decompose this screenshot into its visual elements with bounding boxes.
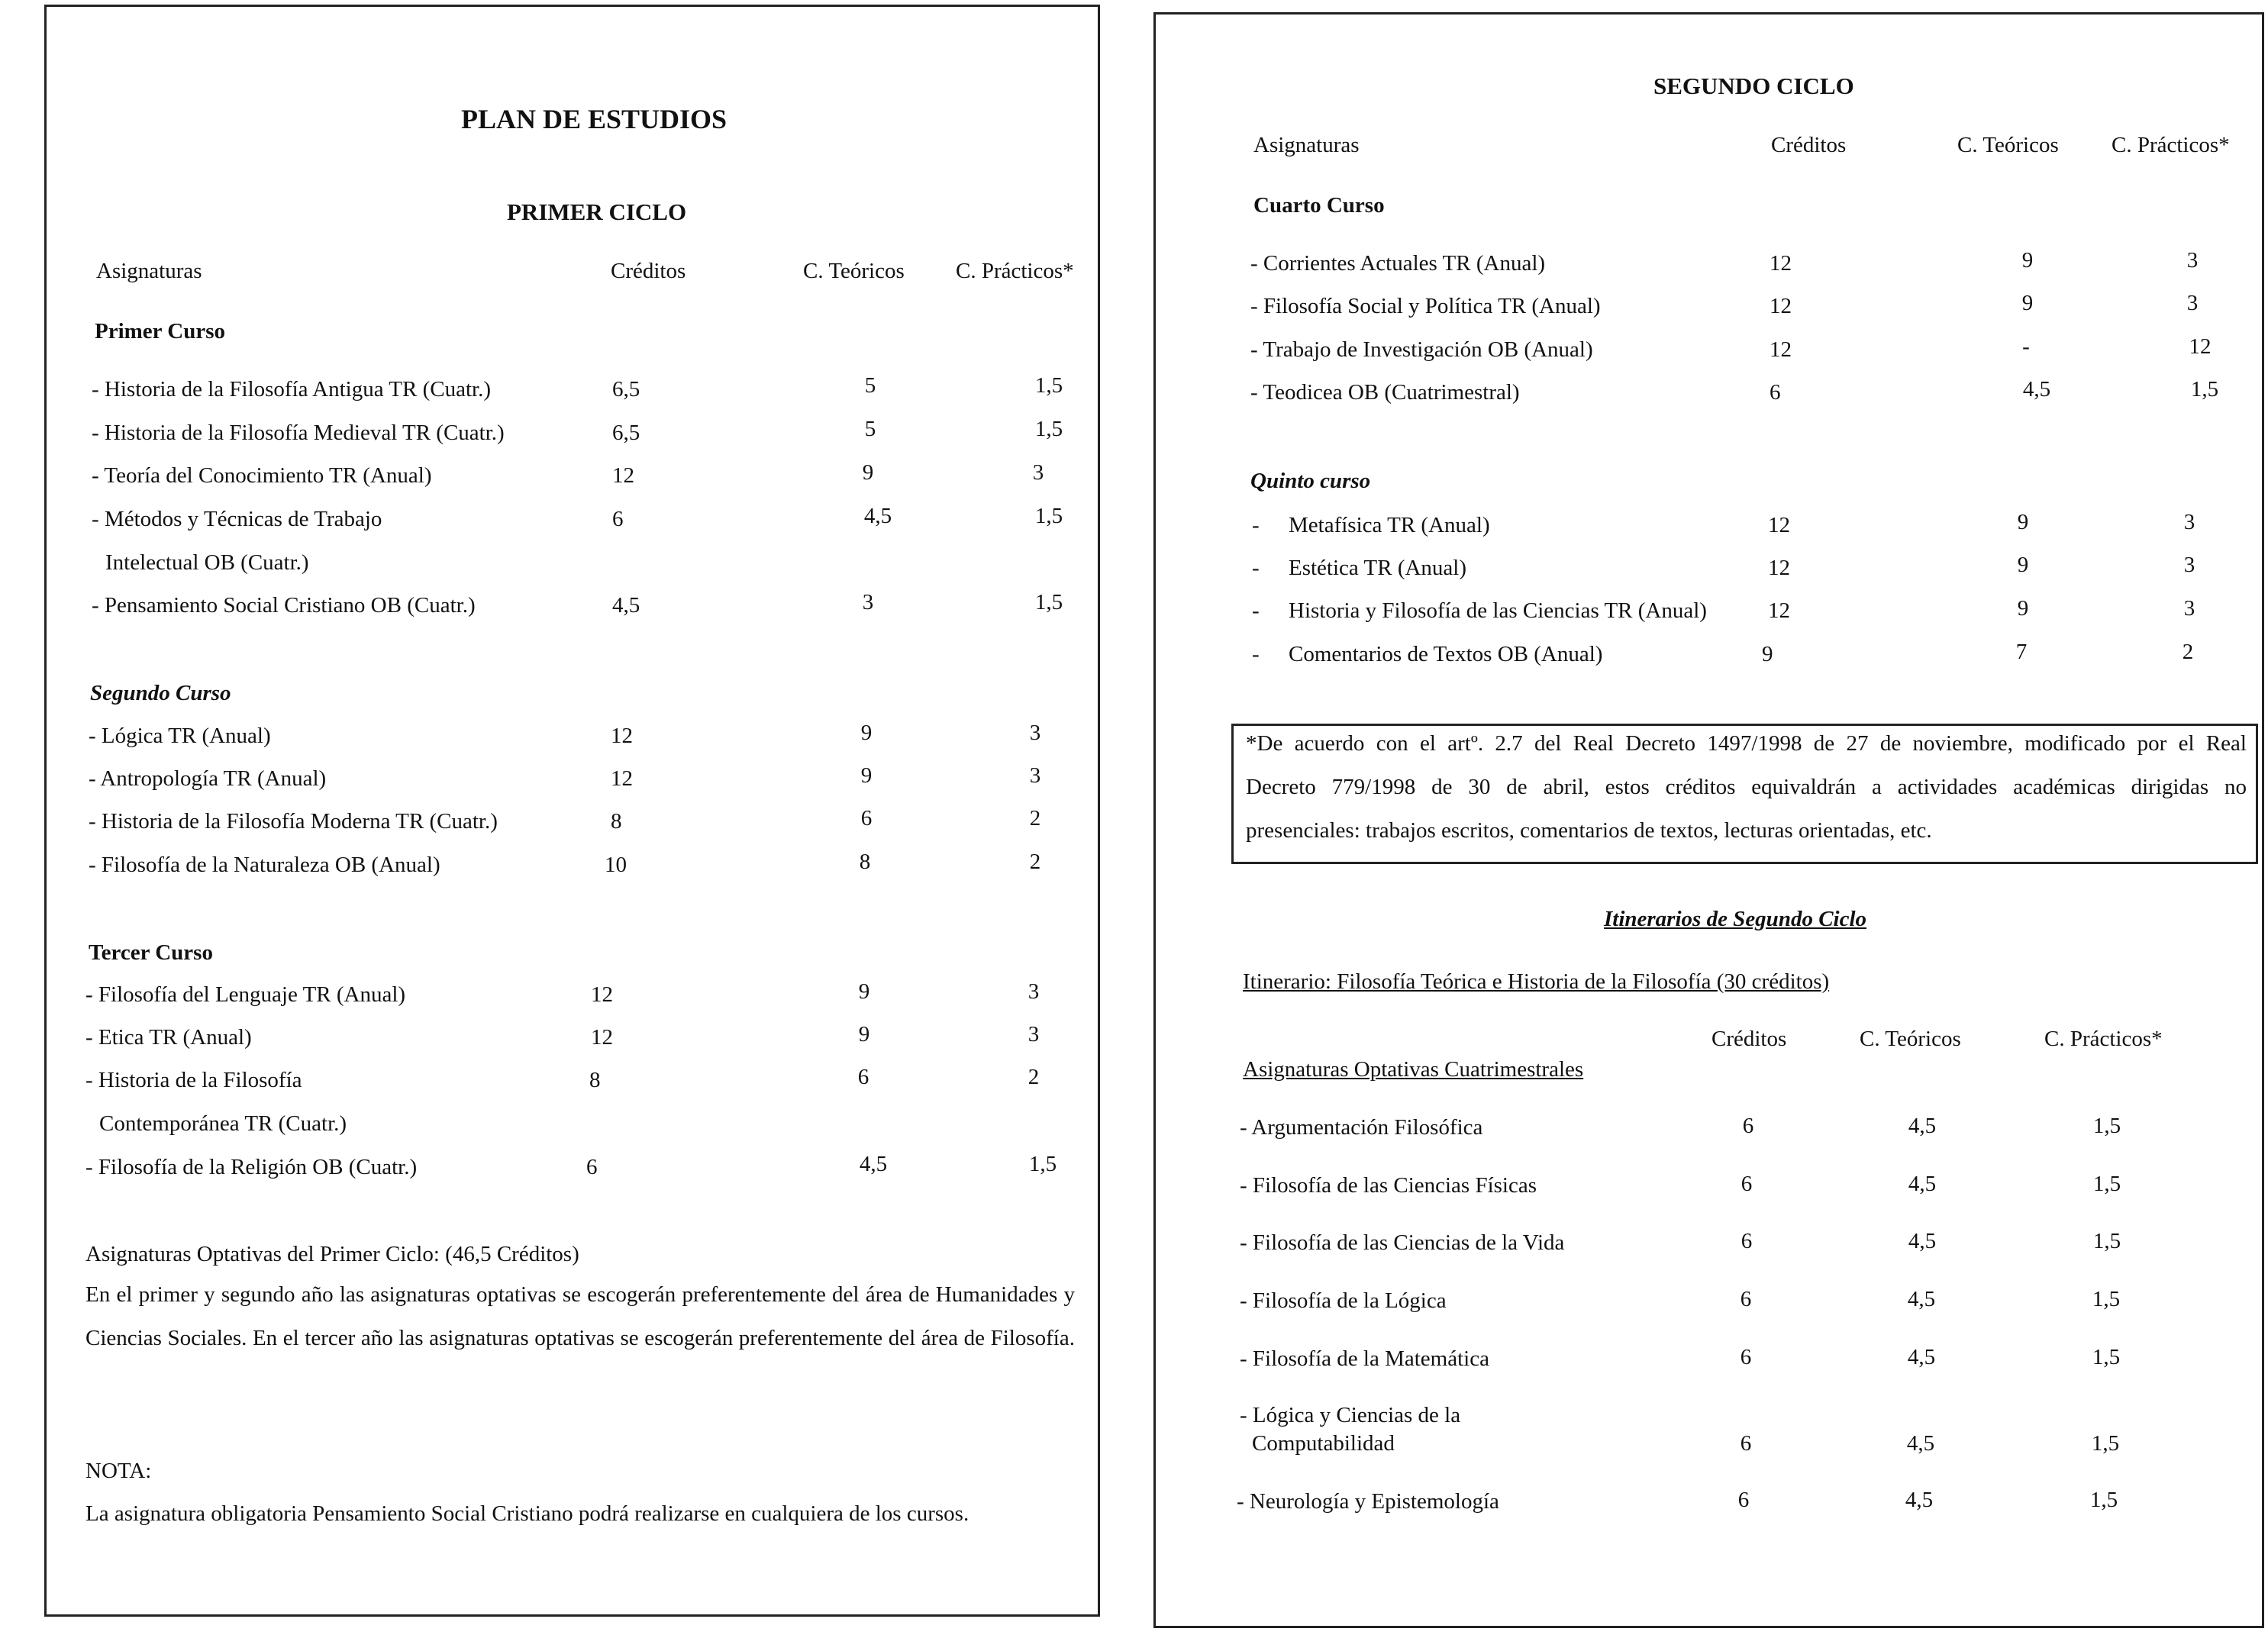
optativa-credits: 6: [1741, 1229, 1753, 1253]
optativas-primer-ciclo-title: Asignaturas Optativas del Primer Ciclo: (46,5 Créditos): [85, 1242, 579, 1266]
optativa-credits: 6: [1741, 1172, 1753, 1196]
optativa-practice: 1,5: [2092, 1345, 2121, 1369]
subject-row: - Filosofía de la Naturaleza OB (Anual): [89, 853, 440, 877]
col-header-subject: Asignaturas: [1253, 133, 1360, 157]
course-heading-segundo: Segundo Curso: [90, 681, 231, 705]
subject-credits: 12: [1768, 556, 1790, 580]
subject-row: - Teoría del Conocimiento TR (Anual): [92, 463, 432, 488]
optativa-theory: 4,5: [1907, 1345, 1936, 1369]
col-header-theory: C. Teóricos: [803, 259, 905, 283]
subject-theory: 9: [2017, 553, 2029, 577]
opt-col-header-credits: Créditos: [1711, 1027, 1787, 1051]
subject-theory: 8: [859, 850, 871, 874]
subject-credits: 6,5: [612, 377, 640, 401]
subject-practice: 1,5: [1028, 1152, 1057, 1176]
course-heading-tercer: Tercer Curso: [89, 940, 213, 965]
optativa-row: - Lógica y Ciencias de la: [1240, 1403, 1461, 1427]
footnote-line: presenciales: trabajos escritos, comentarios de textos, lecturas orientadas, etc.: [1246, 818, 1932, 843]
subject-practice: 3: [1029, 721, 1041, 745]
optativa-credits: 6: [1737, 1488, 1750, 1512]
subject-practice: 2: [1029, 806, 1041, 830]
subject-theory: 3: [862, 590, 874, 614]
subject-practice: 3: [2186, 248, 2199, 272]
subject-theory: 9: [2021, 291, 2034, 315]
subject-practice: 2: [1029, 850, 1041, 874]
subject-credits: 12: [611, 766, 633, 791]
subject-dash: -: [1252, 556, 1260, 580]
subject-practice: 2: [2182, 640, 2194, 664]
subject-row-continuation: Intelectual OB (Cuatr.): [105, 550, 309, 575]
course-heading-primer: Primer Curso: [95, 319, 225, 343]
subject-dash: -: [1252, 642, 1260, 666]
subject-theory: 5: [864, 373, 876, 398]
optativa-row: - Filosofía de la Lógica: [1240, 1288, 1447, 1313]
course-heading-quinto: Quinto curso: [1250, 469, 1371, 493]
col-header-theory: C. Teóricos: [1957, 133, 2059, 157]
subject-credits: 6: [612, 507, 624, 531]
subject-theory: 5: [864, 417, 876, 441]
col-header-credits: Créditos: [1771, 133, 1847, 157]
optativa-theory: 4,5: [1907, 1287, 1936, 1311]
optativas-cuatrimestrales-subtitle: Asignaturas Optativas Cuatrimestrales: [1243, 1057, 1584, 1082]
subject-practice: 1,5: [1034, 417, 1063, 441]
itinerario-label: Itinerario: Filosofía Teórica e Historia de la Filosofía (30 créditos): [1243, 969, 1830, 994]
subject-credits: 6,5: [612, 421, 640, 445]
col-header-practice: C. Prácticos*: [2112, 133, 2230, 157]
subject-practice: 3: [2186, 291, 2199, 315]
subject-credits: 10: [605, 853, 627, 877]
col-header-practice: C. Prácticos*: [956, 259, 1074, 283]
subject-theory: 9: [858, 1022, 870, 1046]
subject-row: - Etica TR (Anual): [85, 1025, 252, 1050]
opt-col-header-practice: C. Prácticos*: [2044, 1027, 2163, 1051]
optativa-practice: 1,5: [2092, 1229, 2121, 1253]
subject-credits: 12: [1770, 337, 1792, 362]
optativa-credits: 6: [1740, 1287, 1752, 1311]
subject-theory: 4,5: [2022, 377, 2051, 401]
optativa-theory: 4,5: [1906, 1431, 1935, 1456]
optativa-practice: 1,5: [2092, 1114, 2121, 1138]
primer-ciclo-heading: PRIMER CICLO: [507, 198, 687, 225]
optativa-credits: 6: [1740, 1431, 1752, 1456]
optativa-theory: 4,5: [1908, 1229, 1937, 1253]
subject-row: - Filosofía de la Religión OB (Cuatr.): [85, 1155, 418, 1179]
footnote-line: Decreto 779/1998 de 30 de abril, estos créditos equivaldrán a actividades académicas dirigidas no: [1246, 775, 2247, 799]
optativa-practice: 1,5: [2092, 1172, 2121, 1196]
subject-theory: 9: [860, 763, 873, 788]
course-heading-cuarto: Cuarto Curso: [1253, 193, 1385, 218]
subject-credits: 8: [589, 1068, 601, 1092]
subject-practice: 3: [1028, 979, 1040, 1004]
subject-row: - Teodicea OB (Cuatrimestral): [1250, 380, 1520, 405]
subject-practice: 1,5: [1034, 504, 1063, 528]
subject-row: - Antropología TR (Anual): [89, 766, 327, 791]
optativa-credits: 6: [1742, 1114, 1754, 1138]
subject-credits: 12: [591, 982, 613, 1007]
subject-theory: 6: [857, 1065, 869, 1089]
subject-credits: 6: [1770, 380, 1781, 405]
subject-row: - Trabajo de Investigación OB (Anual): [1250, 337, 1593, 362]
subject-credits: 12: [611, 724, 633, 748]
nota-label: NOTA:: [85, 1459, 152, 1483]
subject-row: - Lógica TR (Anual): [89, 724, 271, 748]
optativa-theory: 4,5: [1908, 1172, 1937, 1196]
footnote-line: *De acuerdo con el artº. 2.7 del Real Decreto 1497/1998 de 27 de noviembre, modificado por el Real: [1246, 731, 2247, 756]
nota-text: La asignatura obligatoria Pensamiento Social Cristiano podrá realizarse en cualquiera de los cursos.: [85, 1501, 969, 1526]
segundo-ciclo-heading: SEGUNDO CICLO: [1653, 73, 1854, 99]
subject-credits: 12: [1768, 513, 1790, 537]
subject-practice: 3: [2183, 553, 2195, 577]
optativa-row: - Filosofía de la Matemática: [1240, 1346, 1489, 1371]
subject-theory: 4,5: [863, 504, 892, 528]
subject-row: - Historia de la Filosofía Antigua TR (Cuatr.): [92, 377, 492, 401]
subject-row: - Pensamiento Social Cristiano OB (Cuatr.): [92, 593, 476, 618]
subject-row: Comentarios de Textos OB (Anual): [1289, 642, 1603, 666]
subject-row: - Corrientes Actuales TR (Anual): [1250, 251, 1546, 276]
subject-practice: 1,5: [1034, 590, 1063, 614]
subject-credits: 12: [1768, 598, 1790, 623]
optativa-theory: 4,5: [1905, 1488, 1934, 1512]
subject-theory: 9: [2017, 510, 2029, 534]
optativa-credits: 6: [1740, 1345, 1752, 1369]
subject-dash: -: [1252, 513, 1260, 537]
subject-row: Historia y Filosofía de las Ciencias TR (Anual): [1289, 598, 1707, 623]
optativa-row: - Filosofía de las Ciencias Físicas: [1240, 1173, 1537, 1198]
subject-practice: 3: [2183, 510, 2195, 534]
plan-title: PLAN DE ESTUDIOS: [461, 104, 728, 134]
subject-row: Metafísica TR (Anual): [1289, 513, 1490, 537]
col-header-credits: Créditos: [611, 259, 686, 283]
subject-credits: 12: [612, 463, 634, 488]
subject-credits: 9: [1762, 642, 1773, 666]
optativa-row-continuation: Computabilidad: [1252, 1431, 1395, 1456]
subject-row: - Métodos y Técnicas de Trabajo: [92, 507, 382, 531]
subject-practice: 3: [2183, 596, 2195, 621]
subject-theory: 9: [858, 979, 870, 1004]
subject-practice: 1,5: [1034, 373, 1063, 398]
subject-credits: 6: [586, 1155, 598, 1179]
itinerarios-heading: Itinerarios de Segundo Ciclo: [1604, 907, 1867, 931]
subject-theory: 9: [860, 721, 873, 745]
subject-credits: 8: [611, 809, 622, 834]
subject-theory: 9: [862, 460, 874, 485]
subject-row: - Historia de la Filosofía Medieval TR (Cuatr.): [92, 421, 505, 445]
subject-row: - Historia de la Filosofía Moderna TR (Cuatr.): [89, 809, 498, 834]
subject-theory: 9: [2021, 248, 2034, 272]
subject-row: - Historia de la Filosofía: [85, 1068, 302, 1092]
col-header-subject: Asignaturas: [96, 259, 202, 283]
optativa-row: - Filosofía de las Ciencias de la Vida: [1240, 1230, 1565, 1255]
subject-theory: 4,5: [859, 1152, 888, 1176]
opt-col-header-theory: C. Teóricos: [1860, 1027, 1961, 1051]
optativa-row: - Neurología y Epistemología: [1237, 1489, 1499, 1514]
subject-row: Estética TR (Anual): [1289, 556, 1467, 580]
optativa-practice: 1,5: [2091, 1431, 2120, 1456]
subject-theory: -: [2022, 334, 2030, 359]
subject-theory: 9: [2017, 596, 2029, 621]
optativa-theory: 4,5: [1908, 1114, 1937, 1138]
subject-practice: 1,5: [2190, 377, 2219, 401]
subject-credits: 12: [1770, 251, 1792, 276]
subject-credits: 12: [1770, 294, 1792, 318]
subject-row-continuation: Contemporánea TR (Cuatr.): [99, 1111, 347, 1136]
subject-practice: 3: [1028, 1022, 1040, 1046]
optativa-row: - Argumentación Filosófica: [1240, 1115, 1483, 1140]
subject-practice: 3: [1032, 460, 1044, 485]
optativa-practice: 1,5: [2089, 1488, 2118, 1512]
subject-row: - Filosofía del Lenguaje TR (Anual): [85, 982, 406, 1007]
subject-theory: 6: [860, 806, 873, 830]
subject-theory: 7: [2015, 640, 2028, 664]
subject-credits: 4,5: [612, 593, 640, 618]
subject-dash: -: [1252, 598, 1260, 623]
optativa-practice: 1,5: [2092, 1287, 2121, 1311]
subject-practice: 2: [1028, 1065, 1040, 1089]
subject-practice: 3: [1029, 763, 1041, 788]
subject-row: - Filosofía Social y Política TR (Anual): [1250, 294, 1601, 318]
optativas-primer-ciclo-text: En el primer y segundo año las asignaturas optativas se escogerán preferentemente del área de Humanidades y Ciencias Sociales. En el tercer año las asignaturas optativas se escogerán preferentemente del área de Filosofía.: [85, 1282, 1075, 1350]
subject-practice: 12: [2189, 334, 2212, 359]
subject-credits: 12: [591, 1025, 613, 1050]
